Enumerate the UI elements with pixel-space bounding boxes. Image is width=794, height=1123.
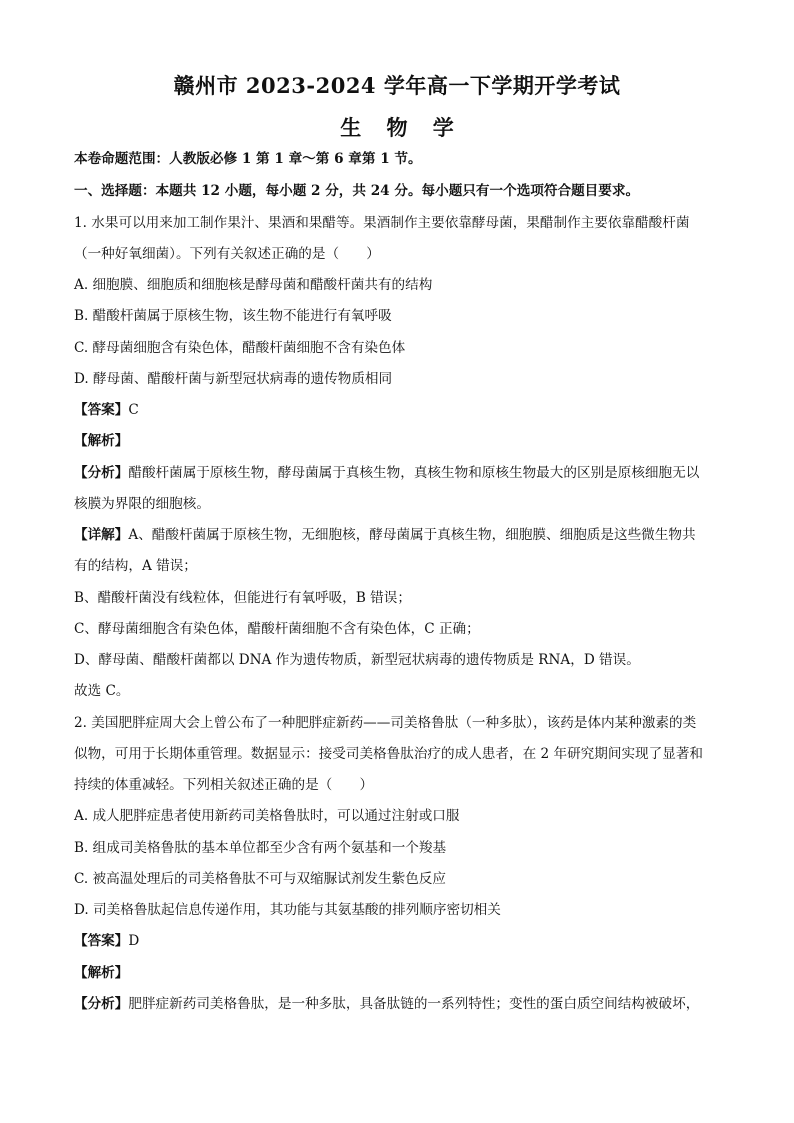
section-heading: 一、选择题：本题共 12 小题，每小题 2 分，共 24 分。每小题只有一个选项符合题目要求。 xyxy=(74,183,640,199)
answer-tag: 【答案】 xyxy=(74,402,129,418)
scope-line: 本卷命题范围：人教版必修 1 第 1 章～第 6 章第 1 节。 xyxy=(74,151,422,167)
q2-option-a: A. 成人肥胖症患者使用新药司美格鲁肽时，可以通过注射或口服 xyxy=(74,808,460,824)
subject-title: 生 物 学 xyxy=(340,115,454,140)
analysis-text: 醋酸杆菌属于原核生物，酵母菌属于真核生物，真核生物和原核生物最大的区别是原核细胞无以 xyxy=(128,465,700,481)
q1-option-d: D. 酵母菌、醋酸杆菌与新型冠状病毒的遗传物质相同 xyxy=(74,371,393,387)
detail-text: A、醋酸杆菌属于原核生物，无细胞核，酵母菌属于真核生物，细胞膜、细胞质是这些微生物共 xyxy=(128,527,696,543)
q2-analysis-line-1 xyxy=(74,995,724,1013)
analysis-tag: 【分析】 xyxy=(74,465,129,481)
analysis-text: 肥胖症新药司美格鲁肽，是一种多肽，具备肽链的一系列特性；变性的蛋白质空间结构被破坏， xyxy=(128,996,700,1012)
q1-option-a: A. 细胞膜、细胞质和细胞核是酵母菌和醋酸杆菌共有的结构 xyxy=(74,277,433,293)
q1-jiexi-tag: 【解析】 xyxy=(74,433,129,449)
detail-tag: 【详解】 xyxy=(74,527,129,543)
q1-analysis-line-2: 核膜为界限的细胞核。 xyxy=(74,496,210,512)
q1-analysis-line-1 xyxy=(74,464,724,482)
q2-jiexi-tag: 【解析】 xyxy=(74,965,129,981)
q1-option-b: B. 醋酸杆菌属于原核生物，该生物不能进行有氧呼吸 xyxy=(74,308,392,324)
q1-detail-line-3: B、醋酸杆菌没有线粒体，但能进行有氧呼吸，B 错误； xyxy=(74,590,411,606)
q1-detail-line-5: D、酵母菌、醋酸杆菌都以 DNA 作为遗传物质，新型冠状病毒的遗传物质是 RNA，D 错误。 xyxy=(74,652,640,668)
q2-stem-line-2: 似物，可用于长期体重管理。数据显示：接受司美格鲁肽治疗的成人患者，在 2 年研究期间实现了显著和 xyxy=(74,746,704,762)
q2-option-d: D. 司美格鲁肽起信息传递作用，其功能与其氨基酸的排列顺序密切相关 xyxy=(74,902,501,918)
q2-stem-line-1: 2. 美国肥胖症周大会上曾公布了一种肥胖症新药——司美格鲁肽（一种多肽），该药是体内某种激素的类 xyxy=(74,715,697,731)
answer-value: C xyxy=(128,402,139,418)
q2-option-c: C. 被高温处理后的司美格鲁肽不可与双缩脲试剂发生紫色反应 xyxy=(74,871,446,887)
analysis-tag: 【分析】 xyxy=(74,996,129,1012)
q1-stem-line-2: （一种好氧细菌）。下列有关叙述正确的是（ ） xyxy=(74,246,380,262)
q1-answer xyxy=(74,401,724,419)
q1-detail-line-1 xyxy=(74,526,724,544)
q1-stem-line-1: 1. 水果可以用来加工制作果汁、果酒和果醋等。果酒制作主要依靠酵母菌，果醋制作主要依靠醋酸杆菌 xyxy=(74,215,690,231)
answer-value: D xyxy=(128,933,140,949)
q2-answer xyxy=(74,932,724,950)
q1-option-c: C. 酵母菌细胞含有染色体，醋酸杆菌细胞不含有染色体 xyxy=(74,340,406,356)
q2-stem-line-3: 持续的体重减轻。下列相关叙述正确的是（ ） xyxy=(74,777,374,793)
exam-title: 赣州市 2023-2024 学年高一下学期开学考试 xyxy=(173,73,621,98)
q1-detail-line-2: 有的结构，A 错误； xyxy=(74,558,197,574)
q1-detail-line-4: C、酵母菌细胞含有染色体，醋酸杆菌细胞不含有染色体，C 正确； xyxy=(74,621,480,637)
answer-tag: 【答案】 xyxy=(74,933,129,949)
q1-conclusion: 故选 C。 xyxy=(74,683,130,699)
q2-option-b: B. 组成司美格鲁肽的基本单位都至少含有两个氨基和一个羧基 xyxy=(74,840,447,856)
